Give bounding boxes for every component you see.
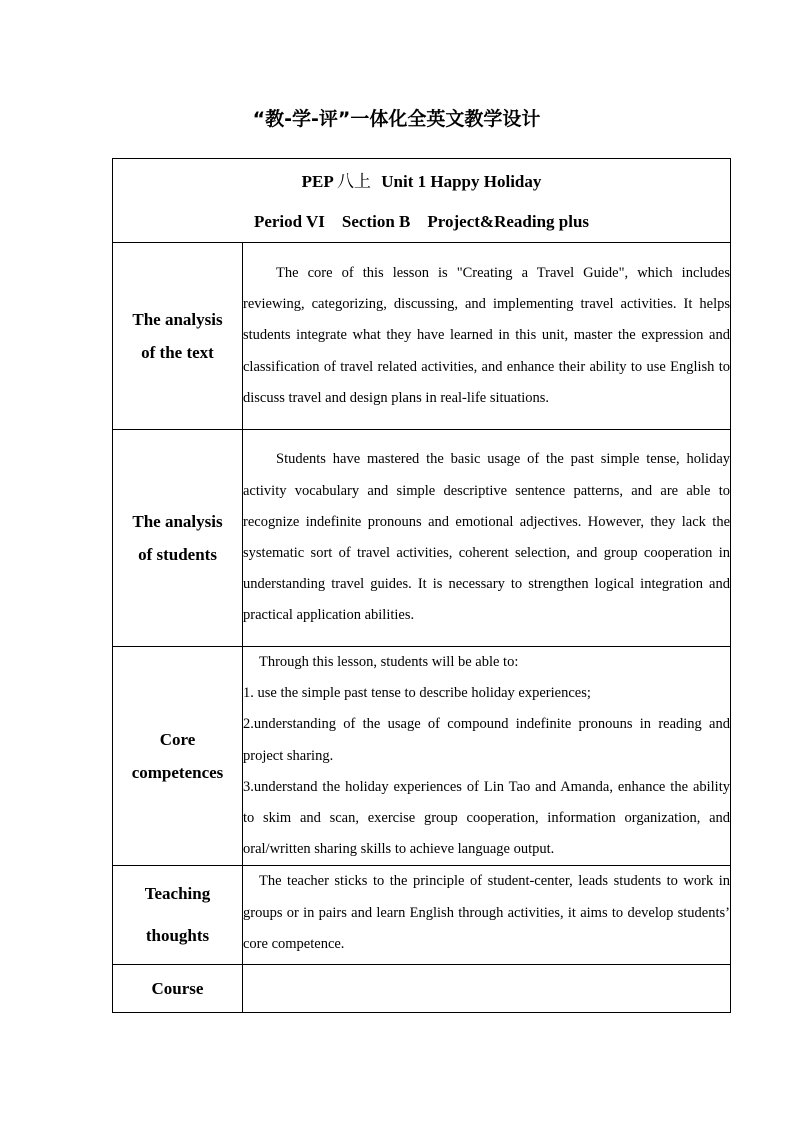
teaching-thoughts-content: The teacher sticks to the principle of student-center, leads students to work in groups or in pairs and learn English through activities, it aims to develop students’ core competence. (243, 873, 730, 952)
course-content-cell (243, 965, 731, 1013)
text-analysis-label-line-1: The analysis (132, 310, 223, 329)
core-competences-content-cell (243, 647, 731, 866)
lesson-plan-table (112, 158, 731, 1013)
text-analysis-label (113, 243, 243, 430)
student-analysis-content-cell (243, 430, 731, 647)
core-competences-label-line-2: competences (131, 763, 224, 783)
course-row (113, 965, 731, 1013)
core-competences-item-2: 2.understanding of the usage of compound indefinite pronouns in reading and project sharing. (243, 716, 730, 764)
period-line: Period VI Section B Project&Reading plus (253, 211, 590, 231)
core-competences-label-line-1: Core (159, 730, 196, 750)
student-analysis-label-line-2: of students (138, 545, 217, 564)
teaching-thoughts-row (113, 866, 731, 965)
unit-title: Unit 1 Happy Holiday (381, 171, 542, 191)
teaching-thoughts-label-line-2: thoughts (145, 926, 210, 946)
core-competences-item-1: 1. use the simple past tense to describe holiday experiences; (243, 685, 591, 702)
student-analysis-label (113, 430, 243, 647)
text-analysis-label-line-2: of the text (141, 343, 214, 362)
header-cell (113, 159, 731, 243)
header-row (113, 159, 731, 243)
student-analysis-row (113, 430, 731, 647)
student-analysis-label-line-1: The analysis (132, 512, 223, 531)
teaching-thoughts-content-cell (243, 866, 731, 965)
student-analysis-content: Students have mastered the basic usage of the past simple tense, holiday activity vocabulary and simple descriptive sentence patterns, and are able to recognize indefinite pronouns and emotional adjectives. However, they lack the systematic sort of travel activities, coherent selection, and group cooperation in understanding travel guides. It is necessary to strengthen logical integration and practical application abilities. (243, 451, 730, 624)
text-analysis-content: The core of this lesson is "Creating a Travel Guide", which includes reviewing, categorizing, discussing, and implementing travel activities. It helps students integrate what they have learned in this unit, master the expression and classification of travel related activities, and enhance their ability to use English to discuss travel and design plans in real-life situations. (243, 264, 730, 406)
text-analysis-row (113, 243, 731, 430)
unit-title-line (113, 170, 730, 194)
text-analysis-content-cell (243, 243, 731, 430)
document-title: “教-学-评”一体化全英文教学设计 (252, 108, 541, 130)
grade-label: 八上 (337, 171, 372, 192)
teaching-thoughts-label (113, 866, 243, 965)
teaching-thoughts-label-line-1: Teaching (144, 884, 211, 904)
core-competences-intro: Through this lesson, students will be able to: (259, 654, 519, 670)
textbook-prefix: PEP (301, 171, 333, 191)
core-competences-label (113, 647, 243, 866)
core-competences-row (113, 647, 731, 866)
core-competences-item-3: 3.understand the holiday experiences of Lin Tao and Amanda, enhance the ability to skim and scan, exercise group cooperation, information organization, and oral/written sharing skills to achieve language output. (243, 778, 730, 858)
course-label: Course (113, 965, 243, 1013)
